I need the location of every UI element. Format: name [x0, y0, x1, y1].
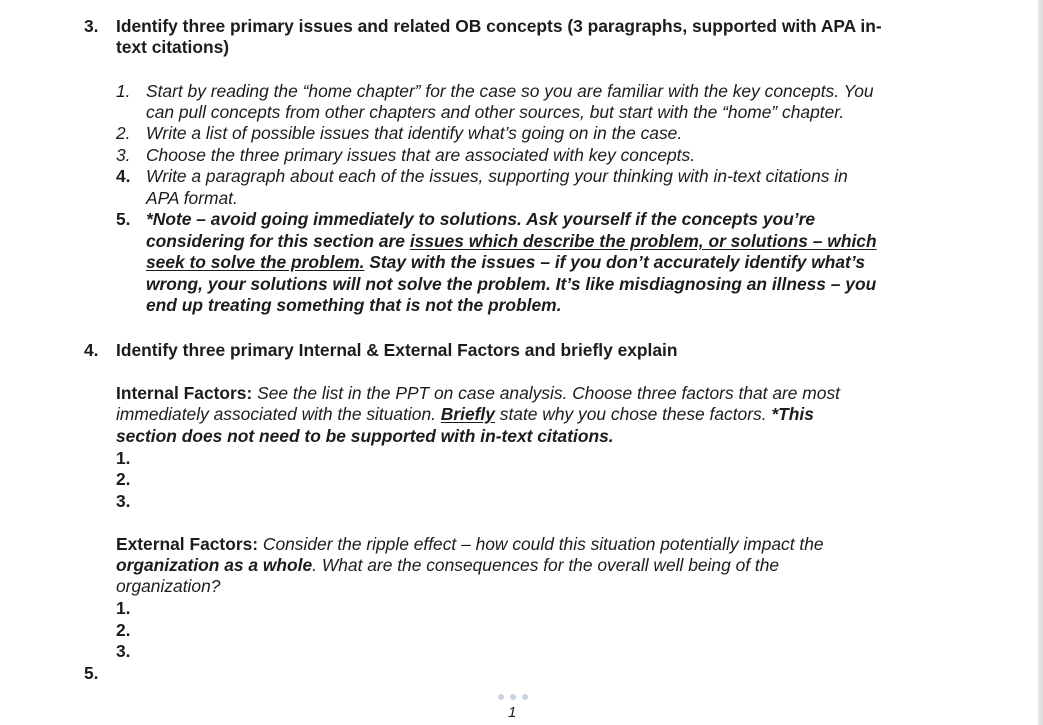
note-text-line-5: end up treating something that is not the problem. — [146, 295, 562, 315]
note-underlined-text: issues which describe the problem, or solutions – which — [409, 231, 877, 251]
section-4-title: Identify three primary Internal & External Factors and briefly explain — [116, 340, 678, 360]
list-item-number: 1. — [116, 81, 131, 101]
external-factors-emphasis: organization as a whole — [116, 555, 313, 575]
list-item-number: 3. — [116, 145, 131, 165]
internal-factor-number: 2. — [116, 469, 131, 489]
external-factors-label: External Factors: — [116, 534, 259, 554]
internal-factors-label: Internal Factors: — [116, 383, 253, 403]
internal-factors-line-2 — [116, 404, 814, 425]
briefly-emphasis: Briefly — [440, 404, 495, 424]
internal-factor-number: 3. — [116, 491, 131, 511]
list-item-text: Start by reading the “home chapter” for the case so you are familiar with the key concepts. You — [146, 81, 874, 101]
section-4-number: 4. — [84, 340, 99, 360]
internal-factors-note: *This — [771, 404, 814, 424]
external-factors-text: Consider the ripple effect – how could this situation potentially impact the — [258, 534, 824, 554]
more-options-icon[interactable] — [496, 694, 536, 702]
external-factors-line-3: organization? — [116, 576, 221, 596]
note-text-line-2 — [146, 231, 877, 252]
list-item-text: Write a paragraph about each of the issues, supporting your thinking with in-text citations in — [146, 166, 848, 186]
note-number: 5. — [116, 209, 131, 229]
section-3-number: 3. — [84, 16, 99, 36]
external-factor-number: 1. — [116, 598, 131, 618]
note-text: considering for this section are — [146, 231, 410, 251]
external-factors-text: . What are the consequences for the overall well being of the — [312, 555, 780, 575]
external-factors-line-2 — [116, 555, 779, 576]
internal-factors-line-1 — [116, 383, 840, 404]
internal-factors-text: state why you chose these factors. — [494, 404, 772, 424]
note-underlined-text: seek to solve the problem. — [146, 252, 365, 272]
dot — [522, 694, 528, 700]
section-3-title-line-1: Identify three primary issues and related OB concepts (3 paragraphs, supported with APA in- — [116, 16, 882, 36]
note-text-line-3 — [146, 252, 865, 273]
list-item-text: can pull concepts from other chapters and other sources, but start with the “home” chapter. — [146, 102, 845, 122]
list-item-text: Write a list of possible issues that identify what’s going on in the case. — [146, 123, 683, 143]
dot — [498, 694, 504, 700]
dot — [510, 694, 516, 700]
list-item-number: 4. — [116, 166, 131, 186]
list-item-text: APA format. — [146, 188, 238, 208]
page-edge-shadow — [1038, 0, 1043, 725]
section-3-title-line-2: text citations) — [116, 37, 230, 57]
list-item-number: 2. — [116, 123, 131, 143]
external-factors-line-1 — [116, 534, 824, 555]
internal-factors-line-3: section does not need to be supported with in-text citations. — [116, 426, 614, 446]
page-number: 1 — [508, 704, 517, 721]
internal-factors-text: immediately associated with the situation. — [116, 404, 441, 424]
external-factor-number: 3. — [116, 641, 131, 661]
internal-factor-number: 1. — [116, 448, 131, 468]
list-item-text: Choose the three primary issues that are associated with key concepts. — [146, 145, 696, 165]
note-text: Stay with the issues – if you don’t accurately identify what’s — [364, 252, 866, 272]
external-factor-number: 2. — [116, 620, 131, 640]
internal-factors-text: See the list in the PPT on case analysis. Choose three factors that are most — [252, 383, 840, 403]
section-5-number: 5. — [84, 663, 99, 683]
note-text-line-1: *Note – avoid going immediately to solutions. Ask yourself if the concepts you’re — [146, 209, 816, 229]
note-text-line-4: wrong, your solutions will not solve the problem. It’s like misdiagnosing an illness – you — [146, 274, 877, 294]
